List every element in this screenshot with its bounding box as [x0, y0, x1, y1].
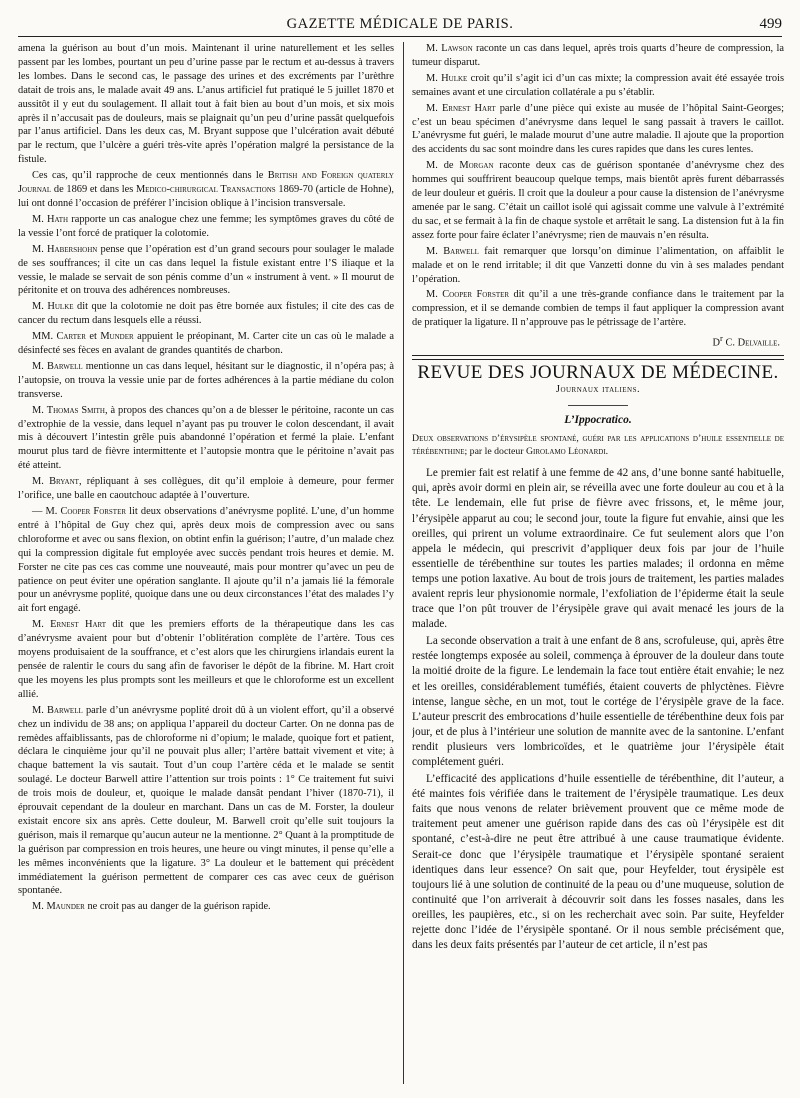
left-column — [18, 42, 394, 1084]
name-smallcaps: British and Foreign quaterly Journal — [18, 170, 394, 196]
name-smallcaps: Ernest Hart — [50, 619, 107, 631]
section-subtitle: Journaux italiens. — [555, 384, 641, 396]
name-smallcaps: Hath — [46, 213, 69, 225]
page-header — [18, 14, 782, 37]
section-title: REVUE DES JOURNAUX DE MÉDECINE. — [417, 361, 779, 383]
name-smallcaps: Morgan — [459, 160, 494, 172]
name-smallcaps: Deux observations d’érysipèle spontané, guéri par les applications d’huile essentielle de térébenthine — [412, 433, 784, 458]
paragraph — [18, 404, 394, 474]
text-run: M. — [32, 243, 48, 255]
text-run: dit que les premiers efforts de la thérapeutique dans les cas d’anévrysme avaient pour but d’obtenir l’oblitération complète de l’artère. Tous ces moyens produisaient de la souffrance, et c’est alors que les chirurgiens irlandais eurent la pensée de ralentir le cours du sang afin de favoriser le dépôt de la fibrine. M. Hart croit que les moyens les plus prompts sont les meilleurs et que le chloroforme est un excellent allié. — [18, 619, 394, 700]
journal-title: GAZETTE MÉDICALE DE PARIS. — [286, 16, 514, 32]
paragraph — [18, 300, 394, 328]
society-report-continued — [412, 42, 784, 330]
text-run: dit que la colotomie ne doit pas être bornée aux fistules; il cite des cas de cancer du rectum dans lesquels elle a réussi. — [18, 301, 394, 327]
article-body — [412, 466, 784, 953]
text-run: raconte deux cas de guérison spontanée d’anévrysme chez des hommes qui souffrirent beaucoup quelque temps, mais bientôt après furent débarrassés de leur douleur et guéris. Il croit que la douleur a pour cause la distension de l’anévrysme amenée par le sang. C’était un caillot isolé qui agissait comme une valvule à l’extrémité du sac, et se fermait à la fin de chaque systole et arrêtait le sang. La distension fut à la fin assez forte pour faire éclater l’anévrysme; rien de mauvais n’en résulta. — [412, 160, 784, 241]
paragraph — [18, 704, 394, 899]
text-run: M. — [32, 476, 50, 488]
paragraph — [18, 360, 394, 402]
signature-sup: r — [719, 333, 723, 344]
paragraph — [412, 288, 784, 330]
text-run: M. — [426, 289, 443, 301]
paragraph — [18, 505, 394, 616]
text-run: appuient le préopinant, M. Carter cite un cas où le malade a désinfecté ses fèces en avalant de grandes quantités de charbon. — [18, 331, 394, 357]
paragraph — [18, 42, 394, 167]
paragraph — [18, 213, 394, 241]
text-run: M. de — [426, 160, 460, 172]
text-run: , à propos des chances qu’on a de blesser le péritoine, raconte un cas d’extrophie de la vessie, dans lequel n’ayant pas pu trouver le colon descendant, il avait mis à découvert l’intestin grêle puis abandonné l’opération et fermé la plaie. L’enfant mourut plus tard de fièvre intermittente et l’autopsie montra que le péritoine n’avait pas été atteint. — [18, 404, 394, 472]
text-run: M. — [32, 404, 47, 416]
paragraph — [18, 475, 394, 503]
text-run: M. — [32, 301, 48, 313]
author-signature — [412, 332, 780, 350]
name-smallcaps: Ernest Hart — [441, 102, 496, 114]
text-run: Le premier fait est relatif à une femme de 42 ans, d’une bonne santé habituelle, qui, après avoir dormi en plein air, se réveilla avec une forte douleur au cou et à la tête. Le lendemain, elle fut prise de fièvre avec frissons, et, le même jour, l’érysipèle apparut au cou; le second jour, toute la figure fut envahie, ainsi que les oreilles, qui prirent un volume extraordinaire. Ce fut seulement alors que l’on appela le médecin, qui prescrivit d’appliquer deux fois par jour de l’huile essentielle de térébenthine sur toutes les parties malades; il ordonna en même temps une potion laxative. Au bout de trois jours de traitement, les parties malades avaient repris leur physionomie normale, l’exfoliation de l’épiderme était la seule trace que l’on pût trouver de l’érysipèle grave qui avait menacé les jours de la malade. — [412, 467, 784, 631]
name-smallcaps: Carter — [56, 331, 86, 343]
text-run: L’efficacité des applications d’huile essentielle de térébenthine, dit l’auteur, a été maintes fois vérifiée dans le traitement de l’érysipèle traumatique. Les deux faits que nous venons de relater brièvement prouvent que ce même mode de traitement peut amener une guérison rapide dans des cas où l’érysipèle est dit spontané, c’est-à-dire ne peut être attribué à une cause traumatique évidente. Serait-ce donc que l’érysipèle traumatique et l’érysipèle spontané seraient identiques dans leur essence? On sait que, pour Heyfelder, tout érysipèle est toujours lié à une solution de continuité de la peau ou d’une muqueuse, solution de continuité que l’on arriverait à découvrir soit dans les fosses nasales, dans les oreilles, les paupières, etc., si on les recherchait avec soin. Par suite, Heyfelder rejette donc l’idée de l’érysipèle spontané. Or il nous semble précisément que, dans les deux faits présentés par l’auteur de cet article, il n’est pas — [412, 773, 784, 952]
paragraph — [412, 102, 784, 158]
text-run: raconte un cas dans lequel, après trois quarts d’heure de compression, la tumeur disparut. — [412, 43, 784, 68]
paragraph — [412, 634, 784, 770]
name-smallcaps: Munder — [100, 331, 134, 343]
page-number: 499 — [759, 16, 782, 32]
text-run: M. — [426, 43, 442, 54]
text-run: et — [85, 331, 101, 343]
paragraph — [18, 243, 394, 299]
text-run: dit qu’il a une très-grande confiance dans le traitement par la compression, et il se demande combien de temps il faut appliquer la compression avant de pratiquer la ligature. Il n’approuve pas le pétrissage de l’artère. — [412, 289, 784, 329]
paragraph — [412, 466, 784, 632]
text-run: ne croit pas au danger de la guérison rapide. — [84, 901, 271, 913]
name-smallcaps: Bryant — [49, 476, 79, 488]
name-smallcaps: Habershohn — [47, 243, 98, 255]
text-run: parle d’une pièce qui existe au musée de l’hôpital Saint-Georges; c’est un beau spécimen d’anévrysme dans lequel le sang passait à travers le caillot. L’anévrysme fut guéri, le malade mourut d’une autre maladie. Il ajoute que la proportion des accidents du sac sont moindre dans les cures rapides que dans les cures lentes. — [412, 102, 784, 156]
paragraph — [412, 42, 784, 70]
text-run: M. — [426, 72, 442, 84]
name-smallcaps: Hulke — [47, 301, 74, 313]
text-run: parle d’un anévrysme poplité droit dû à un violent effort, qu’il a observé chez un individu de 38 ans; on appliqua l’appareil du docteur Carter. On ne donna pas de remèdes affaiblissants, pas de chloroforme ni d’opium; le malade, quoique fort et patient, déclara le cinquième jour qu’il ne pouvait plus aller; l’artère battait vivement et vite; à chaque battement la vis sautait. Tout d’un coup l’artère céda et le malade se sentit soulagé. Le docteur Barwell attire l’attention sur trois points : 1° Ce traitement fut suivi de trois mois de douleur, et, quoique le malade dansât pendant l’hiver (1870-71), il éprouvait cependant de la douleur en marchant. Dans un cas de M. Forster, la douleur existait encore six ans après. Cette douleur, M. Barwell croit qu’elle suit toujours la guérison, mais il remarque qu’aucun auteur ne la mentionne. 2° Quant à la promptitude de la guérison par compression en trois heures, une heure ou vingt minutes, il pense qu’elle a les mêmes inconvénients que la ligature. 3° La douleur et le battement qui précèdent immédiatement la guérison permettent de comparer ces cas avec ceux de guérison spontanée. — [18, 704, 394, 897]
text-run: amena la guérison au bout d’un mois. Maintenant il urine naturellement et les selles passent par les lombes, pourtant un peu d’urine passe par le rectum et au-dessus à travers les lombes. Dans le second cas, le passage des urines et des excréments par l’urèthre datait de trois ans, le malade avait 49 ans. L’anus artificiel fut pratiqué le 5 juillet 1870 et aussitôt il y eut du soulagement. Il allait tout à fait bien au bout d’un mois, et six mois après il n’accusait pas de douleurs, mais se plaignait qu’un peu d’urine passât quelquefois par l’anus artificiel. Dans les deux cas, M. Bryant suppose que l’ulcération avait débuté par le rectum, que l’ulcère a guéri très-vite après l’opération malgré la persistance de la fistule. — [18, 43, 394, 166]
text-run: — M. — [32, 506, 61, 517]
name-smallcaps: Barwell — [47, 704, 83, 716]
text-run: MM. — [32, 331, 57, 343]
name-smallcaps: Thomas Smith — [46, 404, 105, 416]
name-smallcaps: Hulke — [441, 72, 468, 84]
text-run: M. — [426, 102, 442, 114]
name-smallcaps: Cooper Forster — [442, 289, 510, 301]
article-title — [412, 432, 784, 458]
text-run: pense que l’opération est d’un grand secours pour soulager le malade de ses souffrances; il cite un cas dans lequel la fistule existant entre l’S iliaque et la vessie, le malade se servait de son pénis comme d’un « instrument à vent. » Il mourut de péritonite et on trouva des adhérences nombreuses. — [18, 243, 394, 297]
text-run: fait remarquer que lorsqu’on diminue l’alimentation, on affaiblit le malade et on le rend irritable; il dit que Vanzetti donne du vin à ses malades pendant l’opération. — [412, 245, 784, 285]
name-smallcaps: Barwell — [443, 245, 479, 257]
paragraph — [412, 772, 784, 953]
signature-prefix: D — [712, 337, 720, 349]
text-run: M. — [32, 213, 47, 225]
paragraph — [18, 169, 394, 211]
name-smallcaps: Barwell — [46, 360, 83, 372]
text-run: , répliquant à ses collègues, dit qu’il emploie à demeure, pour fermer l’orifice, une balle en caoutchouc adaptée à l’ouverture. — [18, 476, 394, 502]
text-run: M. — [426, 245, 444, 257]
text-run: rapporte un cas analogue chez une femme; les symptômes graves du côté de la vessie l’ont forcé de pratiquer la colotomie. — [18, 213, 394, 239]
paragraph — [412, 72, 784, 100]
text-run: 1869-70 (article de Hohne), lui ont donné l’occasion de préférer l’incision oblique à l’incision transversale. — [18, 184, 394, 209]
subtitle-rule — [568, 405, 628, 406]
name-smallcaps: Medico-chirurgical Transactions — [135, 184, 276, 196]
signature-name: C. Delvaille. — [725, 337, 780, 349]
name-smallcaps: Lawson — [441, 43, 473, 54]
column-divider — [403, 42, 404, 1084]
name-smallcaps: Cooper Forster — [60, 506, 127, 517]
section-rule — [412, 355, 784, 360]
name-smallcaps: Girolamo Léonardi. — [525, 446, 609, 458]
name-smallcaps: Maunder — [46, 901, 85, 913]
paragraph — [18, 900, 394, 914]
text-run: La seconde observation a trait à une enfant de 8 ans, scrofuleuse, qui, après être restée longtemps exposée au soleil, commença à éprouver de la douleur dans toute la moitié droite de la figure. Le lendemain la face tout entière était envahie; le nez et les oreilles, considérablement tuméfiés, étaient couverts de phlyctènes. Fièvre intense, langue sèche, en un mot, tout le cortége de l’érysipèle grave de la face. L’auteur prescrit des embrocations d’huile essentielle de térébenthine deux fois par jour, et de plus à l’intérieur une solution de mannite avec de la santonine. L’enfant rendit plusieurs vers lombricoïdes, et le quatrième jour l’érysipèle était complétement guéri. — [412, 635, 784, 768]
text-run: de 1869 et dans les — [51, 184, 136, 196]
paragraph — [412, 159, 784, 242]
paragraph — [18, 618, 394, 701]
text-run: M. — [32, 704, 48, 716]
right-column — [412, 42, 784, 1084]
text-run: ; par le docteur — [464, 446, 526, 458]
paragraph — [18, 330, 394, 358]
journal-name: L’Ippocratico. — [564, 414, 632, 427]
text-run: M. — [32, 901, 47, 913]
text-run: croit qu’il s’agit ici d’un cas mixte; la compression avait été essayée trois semaines avant et une circulation collatérale a pu s’établir. — [412, 72, 784, 98]
text-run: mentionne un cas dans lequel, hésitant sur le diagnostic, il n’opéra pas; à l’autopsie, on trouva la vessie unie par de fortes adhérences à la partie médiane du colon transverse. — [18, 360, 394, 400]
text-run: M. — [32, 619, 51, 631]
text-run: M. — [32, 360, 47, 372]
text-run: lit deux observations d’anévrysme poplité. L’une, d’un homme entré à l’hôpital de Guy chez qui, après deux mois de compression avec ou sans chloroforme et avec ou sans flexion, on obtint enfin la guérison; l’autre, d’un malade chez qui la compression digitale fut employée avec succès pendant trois heures et demie. M. Forster ne cite pas ces cas comme une nouveauté, mais pour montrer qu’avec un peu de patience on peut éviter une opération sanglante. Il ajoute qu’il n’a jamais lié la fémorale pour un anévrysme poplité, quoique dans une ou deux circonstances l’état des malades l’y ait fort engagé. — [18, 506, 394, 615]
text-run: Ces cas, qu’il rapproche de ceux mentionnés dans le — [32, 170, 268, 182]
paragraph — [412, 245, 784, 287]
